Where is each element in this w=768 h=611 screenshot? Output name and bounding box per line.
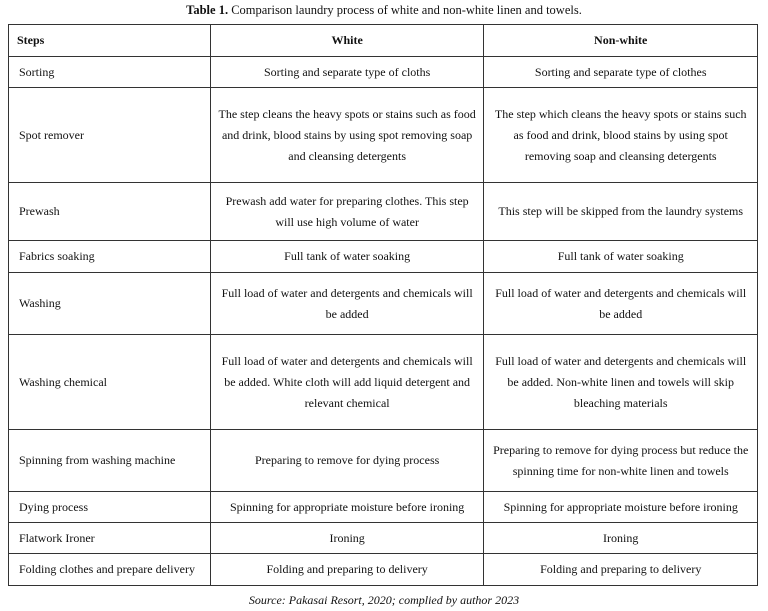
header-white: White [210, 25, 484, 57]
table-row [9, 554, 758, 586]
table-row [9, 57, 758, 88]
white-cell: Folding and preparing to delivery [210, 554, 484, 586]
header-non-white: Non-white [484, 25, 758, 57]
table-caption [0, 0, 768, 20]
white-cell: Preparing to remove for dying process [210, 430, 484, 492]
table-row [9, 492, 758, 523]
non-white-cell: This step will be skipped from the laundry systems [484, 183, 758, 241]
table-row [9, 88, 758, 183]
white-cell: The step cleans the heavy spots or stains such as food and drink, blood stains by using spot removing soap and cleansing detergents [210, 88, 484, 183]
header-steps: Steps [9, 25, 211, 57]
non-white-cell: Preparing to remove for dying process but reduce the spinning time for non-white linen and towels [484, 430, 758, 492]
white-cell: Prewash add water for preparing clothes. This step will use high volume of water [210, 183, 484, 241]
table-row [9, 335, 758, 430]
non-white-cell: Ironing [484, 523, 758, 554]
table-caption-text: Comparison laundry process of white and non-white linen and towels. [231, 3, 582, 17]
white-cell: Full load of water and detergents and chemicals will be added [210, 273, 484, 335]
white-cell: Full load of water and detergents and chemicals will be added. White cloth will add liquid detergent and relevant chemical [210, 335, 484, 430]
white-cell: Ironing [210, 523, 484, 554]
table-row [9, 430, 758, 492]
white-cell: Sorting and separate type of cloths [210, 57, 484, 88]
laundry-comparison-table [8, 24, 758, 586]
step-cell: Fabrics soaking [9, 241, 211, 273]
non-white-cell: Full load of water and detergents and chemicals will be added [484, 273, 758, 335]
table-header-row [9, 25, 758, 57]
table-row [9, 273, 758, 335]
table-caption-label: Table 1. [186, 3, 229, 17]
step-cell: Folding clothes and prepare delivery [9, 554, 211, 586]
step-cell: Washing chemical [9, 335, 211, 430]
non-white-cell: Folding and preparing to delivery [484, 554, 758, 586]
step-cell: Flatwork Ironer [9, 523, 211, 554]
step-cell: Spot remover [9, 88, 211, 183]
white-cell: Full tank of water soaking [210, 241, 484, 273]
non-white-cell: Full load of water and detergents and chemicals will be added. Non-white linen and towels will skip bleaching materials [484, 335, 758, 430]
step-cell: Dying process [9, 492, 211, 523]
step-cell: Prewash [9, 183, 211, 241]
non-white-cell: Sorting and separate type of clothes [484, 57, 758, 88]
non-white-cell: Full tank of water soaking [484, 241, 758, 273]
table-row [9, 183, 758, 241]
table-row [9, 241, 758, 273]
non-white-cell: Spinning for appropriate moisture before ironing [484, 492, 758, 523]
non-white-cell: The step which cleans the heavy spots or stains such as food and drink, blood stains by using spot removing soap and cleansing detergents [484, 88, 758, 183]
table-source-note: Source: Pakasai Resort, 2020; complied by author 2023 [248, 593, 520, 607]
step-cell: Sorting [9, 57, 211, 88]
step-cell: Spinning from washing machine [9, 430, 211, 492]
table-row [9, 523, 758, 554]
white-cell: Spinning for appropriate moisture before ironing [210, 492, 484, 523]
step-cell: Washing [9, 273, 211, 335]
